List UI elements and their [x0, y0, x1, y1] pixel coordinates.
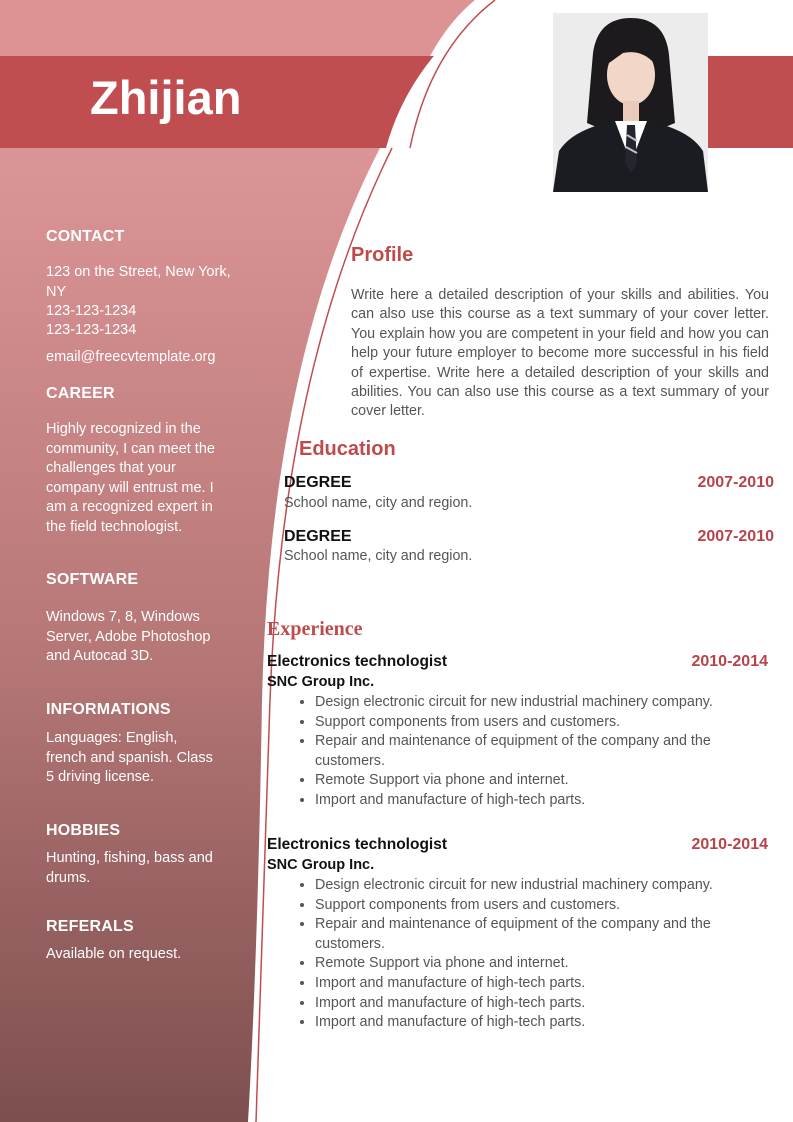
job-title: Electronics technologist	[267, 836, 448, 853]
hobbies-text: Hunting, fishing, bass and drums.	[46, 850, 213, 886]
career-heading: CAREER	[46, 385, 115, 402]
career-text: Highly recognized in the community, I can meet the challenges that your company will entrust me. I am a recognized expert in the field technologist.	[46, 421, 215, 535]
job-years: 2010-2014	[691, 836, 768, 853]
job-company: SNC Group Inc.	[267, 857, 375, 873]
referals-heading: REFERALS	[46, 918, 134, 935]
profile-heading: Profile	[351, 244, 414, 266]
profile-text: Write here a detailed description of your skills and abilities. You can also use this course as a text summary of your cover letter. You explain how you are competent in your field and how you can help your future employer to become more successful in his field of expertise. Write here a detailed description of your skills and abilities. You can also use this course as a text summary of your cover letter.	[351, 287, 769, 420]
contact-address: 123 on the Street, New York, NY	[46, 264, 231, 300]
list-item: • Design electronic circuit for new industrial machinery company.	[315, 876, 775, 896]
list-item: • Repair and maintenance of equipment of the company and the customers.	[315, 915, 775, 954]
education-degree: DEGREE	[284, 528, 352, 545]
job-bullet-list	[267, 693, 775, 811]
job-bullet-list	[267, 876, 775, 1033]
list-item: • Import and manufacture of high-tech parts.	[315, 791, 775, 811]
software-text: Windows 7, 8, Windows Server, Adobe Photoshop and Autocad 3D.	[46, 609, 211, 664]
education-school: School name, city and region.	[284, 495, 473, 511]
list-item: • Support components from users and customers.	[315, 713, 775, 733]
list-item: • Remote Support via phone and internet.	[315, 954, 775, 974]
job-title: Electronics technologist	[267, 653, 448, 670]
list-item: • Design electronic circuit for new industrial machinery company.	[315, 693, 775, 713]
job-years: 2010-2014	[691, 653, 768, 670]
experience-heading: Experience	[267, 618, 363, 640]
list-item: • Import and manufacture of high-tech parts.	[315, 974, 775, 994]
list-item: • Remote Support via phone and internet.	[315, 771, 775, 791]
informations-text: Languages: English, french and spanish. Class 5 driving license.	[46, 730, 213, 785]
education-years: 2007-2010	[697, 474, 774, 491]
software-heading: SOFTWARE	[46, 571, 139, 588]
contact-heading: CONTACT	[46, 228, 125, 245]
contact-phone-1: 123-123-1234	[46, 303, 137, 319]
education-degree: DEGREE	[284, 474, 352, 491]
portrait-photo	[553, 13, 708, 192]
education-years: 2007-2010	[697, 528, 774, 545]
list-item: • Import and manufacture of high-tech parts.	[315, 1013, 775, 1033]
informations-heading: INFORMATIONS	[46, 701, 171, 718]
job-company: SNC Group Inc.	[267, 674, 375, 690]
education-heading: Education	[299, 438, 396, 460]
referals-text: Available on request.	[46, 946, 182, 962]
contact-email[interactable]: email@freecvtemplate.org	[46, 349, 216, 365]
hobbies-heading: HOBBIES	[46, 822, 121, 839]
list-item: • Repair and maintenance of equipment of the company and the customers.	[315, 732, 775, 771]
list-item: • Import and manufacture of high-tech parts.	[315, 994, 775, 1014]
list-item: • Support components from users and customers.	[315, 896, 775, 916]
candidate-name: Zhijian	[90, 71, 242, 124]
header-band-right	[708, 56, 793, 148]
contact-phone-2: 123-123-1234	[46, 322, 137, 338]
education-school: School name, city and region.	[284, 548, 473, 564]
